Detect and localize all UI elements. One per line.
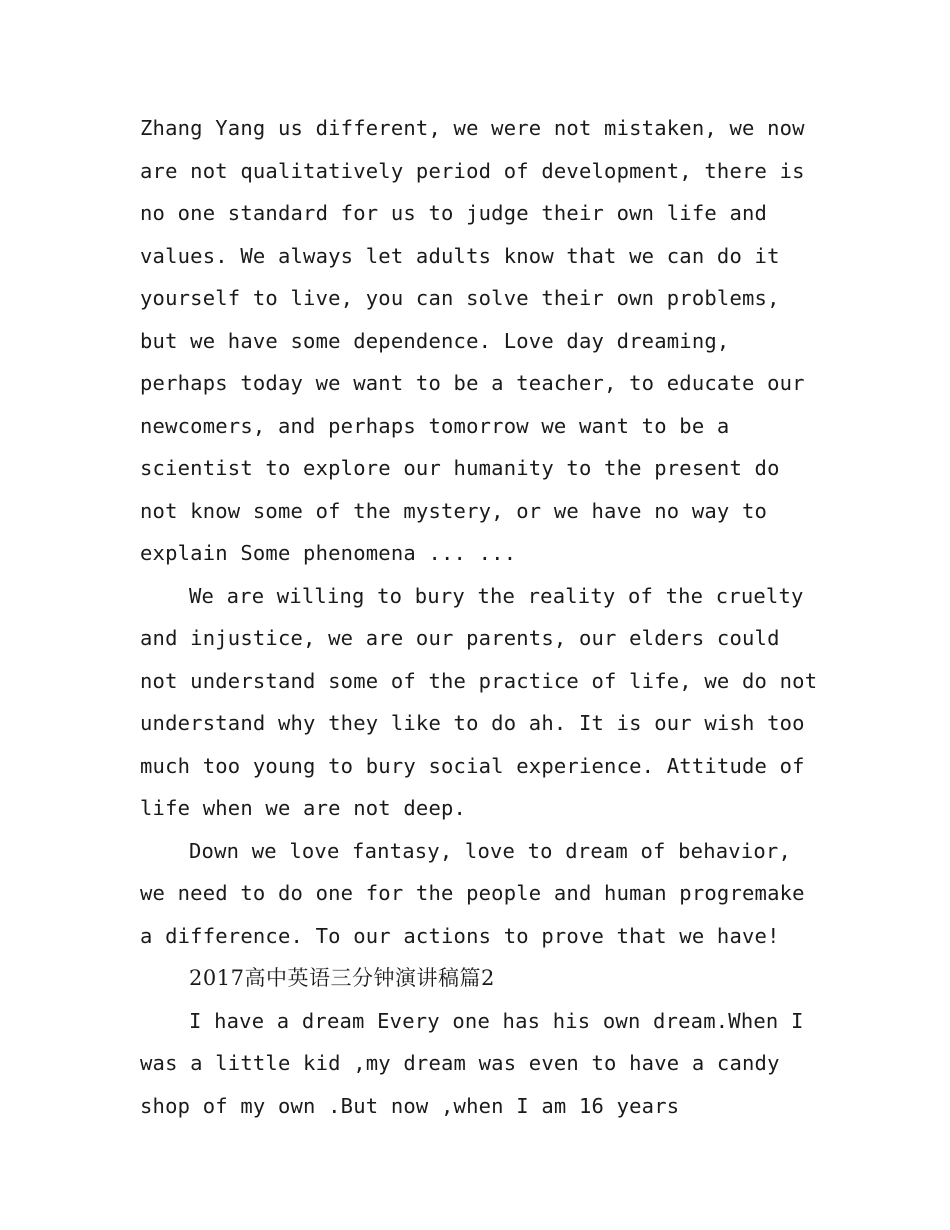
- text-line: yourself to live, you can solve their own problems,: [140, 286, 780, 310]
- text-line: Down we love fantasy, love to dream of behavior,: [189, 838, 792, 863]
- text-line: much too young to bury social experience. Attitude of: [140, 753, 805, 778]
- paragraph-4: [140, 1000, 830, 1128]
- text-line: We are willing to bury the reality of the cruelty: [189, 583, 804, 608]
- text-line: life when we are not deep.: [140, 796, 467, 820]
- text-line: shop of my own .But now ,when I am 16 years: [140, 1093, 680, 1118]
- text-line: perhaps today we want to be a teacher, to educate our: [140, 371, 805, 395]
- text-line: we need to do one for the people and human progremake: [140, 881, 805, 905]
- document-body: [140, 107, 830, 1127]
- text-line: explain Some phenomena ... ...: [140, 541, 517, 565]
- heading-text: 2017高中英语三分钟演讲稿篇2: [189, 966, 495, 990]
- text-line: newcomers, and perhaps tomorrow we want to be a: [140, 413, 730, 438]
- text-line: Zhang Yang us different, we were not mistaken, we now: [140, 116, 805, 140]
- text-line: values. We always let adults know that we can do it: [140, 243, 780, 268]
- text-line: not understand some of the practice of life, we do not: [140, 668, 818, 693]
- text-line: understand why they like to do ah. It is our wish too: [140, 711, 805, 735]
- text-line: no one standard for us to judge their own life and: [140, 201, 768, 225]
- paragraph-2: [140, 575, 830, 830]
- text-line: a difference. To our actions to prove that we have!: [140, 923, 780, 948]
- text-line: I have a dream Every one has his own dream.When I: [189, 1008, 804, 1033]
- paragraph-3: [140, 830, 830, 958]
- text-line: and injustice, we are our parents, our elders could: [140, 626, 780, 650]
- text-line: not know some of the mystery, or we have no way to: [140, 498, 768, 523]
- text-line: but we have some dependence. Love day dreaming,: [140, 328, 730, 353]
- text-line: scientist to explore our humanity to the present do: [140, 456, 780, 480]
- section-heading: [140, 957, 830, 1000]
- paragraph-1: [140, 107, 830, 575]
- text-line: are not qualitatively period of development, there is: [140, 158, 805, 183]
- text-line: was a little kid ,my dream was even to have a candy: [140, 1051, 780, 1075]
